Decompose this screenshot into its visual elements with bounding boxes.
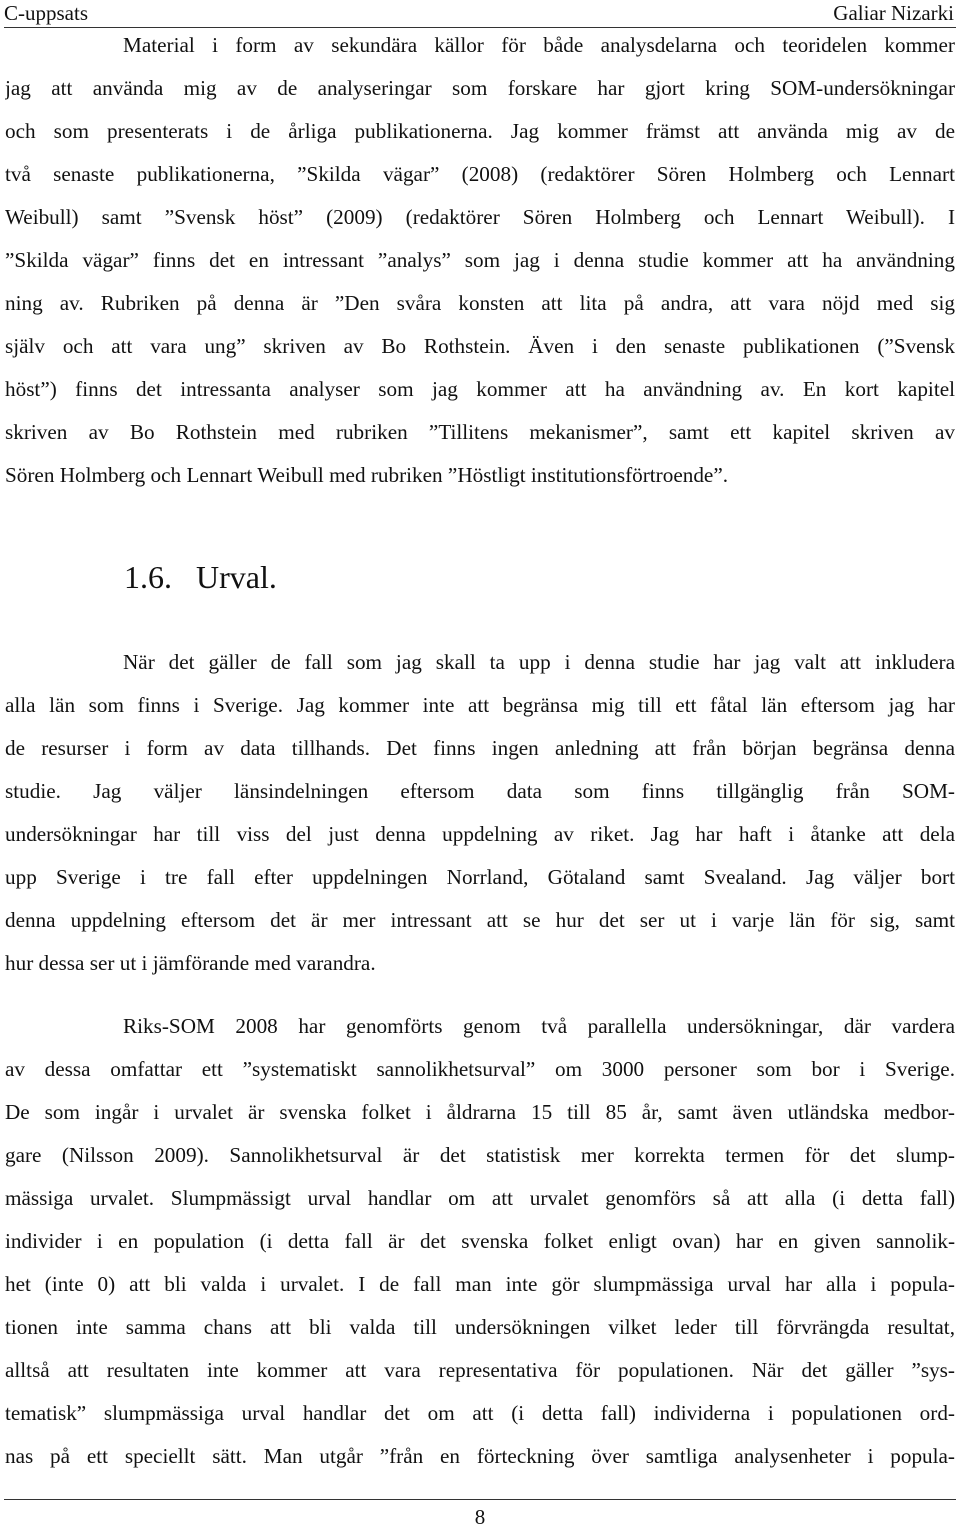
paragraph-line: själv och att vara ung” skriven av Bo Rothstein. Även i den senaste publikationen (”Svensk [5,334,955,358]
section-title: Urval. [196,559,277,595]
header-author: Galiar Nizarki [833,1,954,25]
paragraph-line: ning av. Rubriken på denna är ”Den svåra konsten att lita på andra, att vara nöjd med sig [5,291,955,315]
paragraph-line: tematisk” slumpmässiga urval handlar det om att (i detta fall) individerna i populationen ord- [5,1401,955,1425]
paragraph-line: två senaste publikationerna, ”Skilda vägar” (2008) (redaktörer Sören Holmberg och Lennart [5,162,955,186]
header-document-type: C-uppsats [4,1,88,25]
paragraph-sources [5,24,955,497]
paragraph-line: het (inte 0) att bli valda i urvalet. I de fall man inte gör slumpmässiga urval har alla i popula- [5,1272,955,1296]
page-header [0,0,960,26]
paragraph-line: de resurser i form av data tillhands. Det finns ingen anledning att från början begränsa denna [5,736,955,760]
paragraph-line: av dessa omfattar ett ”systematiskt sannolikhetsurval” om 3000 personer som bor i Sverige. [5,1057,955,1081]
paragraph-sampling [5,1005,955,1478]
paragraph-cases [5,641,955,985]
paragraph-line: alltså att resultaten inte kommer att vara representativa för populationen. När det gäller ”sys- [5,1358,955,1382]
paragraph-line: denna uppdelning eftersom det är mer intressant att se hur det ser ut i varje län för sig, samt [5,908,955,932]
section-heading [124,559,277,596]
paragraph-line: När det gäller de fall som jag skall ta upp i denna studie har jag valt att inkludera [123,650,955,674]
paragraph-line: Material i form av sekundära källor för både analysdelarna och teoridelen kommer [123,33,955,57]
paragraph-line: skriven av Bo Rothstein med rubriken ”Tillitens mekanismer”, samt ett kapitel skriven av [5,420,955,444]
paragraph-line: undersökningar har till viss del just denna uppdelning av riket. Jag har haft i åtanke att dela [5,822,955,846]
page-number: 8 [474,1505,486,1529]
paragraph-line: gare (Nilsson 2009). Sannolikhetsurval är det statistisk mer korrekta termen för det slump- [5,1143,955,1167]
section-number: 1.6. [124,559,172,595]
paragraph-line: upp Sverige i tre fall efter uppdelningen Norrland, Götaland samt Svealand. Jag väljer bort [5,865,955,889]
paragraph-line: individer i en population (i detta fall är det svenska folket enligt ovan) har en given sannolik- [5,1229,955,1253]
paragraph-line: ”Skilda vägar” finns det en intressant ”analys” som jag i denna studie kommer att ha användning [5,248,955,272]
paragraph-line: Sören Holmberg och Lennart Weibull med rubriken ”Höstligt institutionsförtroende”. [5,463,729,487]
paragraph-line: Riks-SOM 2008 har genomförts genom två parallella undersökningar, där vardera [123,1014,955,1038]
paragraph-line: Weibull) samt ”Svensk höst” (2009) (redaktörer Sören Holmberg och Lennart Weibull). I [5,205,955,229]
paragraph-line: jag att använda mig av de analyseringar som forskare har gjort kring SOM-undersökningar [5,76,955,100]
footer-rule [4,1499,956,1500]
paragraph-line: hur dessa ser ut i jämförande med varandra. [5,951,376,975]
paragraph-line: höst”) finns det intressanta analyser som jag kommer att ha användning av. En kort kapitel [5,377,955,401]
paragraph-line: De som ingår i urvalet är svenska folket i åldrarna 15 till 85 år, samt även utländska medbor- [5,1100,955,1124]
paragraph-line: och som presenterats i de årliga publikationerna. Jag kommer främst att använda mig av de [5,119,955,143]
paragraph-line: nas på ett speciellt sätt. Man utgår ”från en förteckning över samtliga analysenheter i popula- [5,1444,955,1468]
paragraph-line: alla län som finns i Sverige. Jag kommer inte att begränsa mig till ett fåtal län eftersom jag har [5,693,955,717]
paragraph-line: tionen inte samma chans att bli valda till undersökningen vilket leder till förvrängda resultat, [5,1315,955,1339]
paragraph-line: studie. Jag väljer länsindelningen eftersom data som finns tillgänglig från SOM- [5,779,955,803]
paragraph-line: mässiga urvalet. Slumpmässigt urval handlar om att urvalet genomförs så att alla (i detta fall) [5,1186,955,1210]
